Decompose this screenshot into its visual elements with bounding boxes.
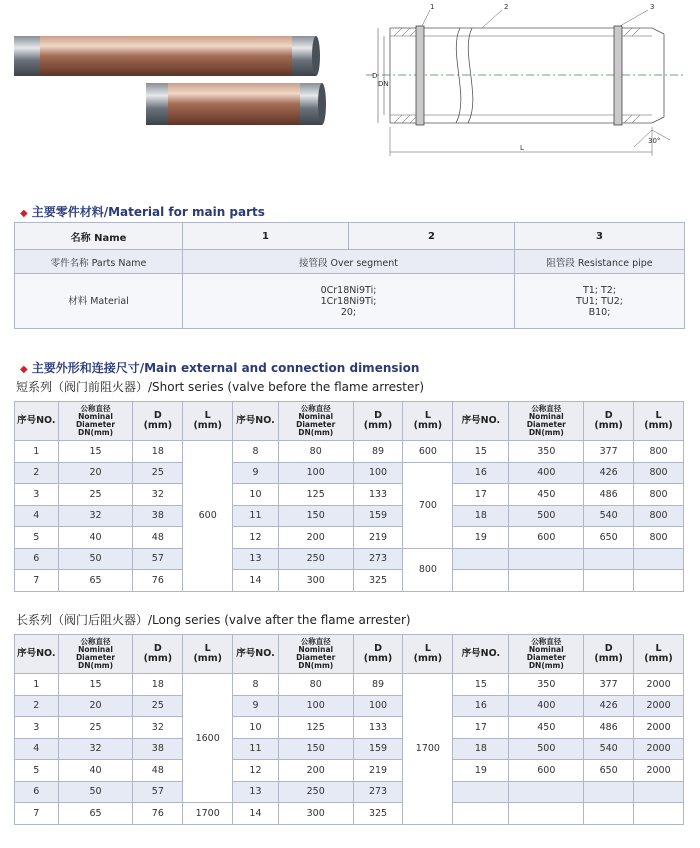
header-line: DN(mm) [78,428,114,437]
cell-d: 540 [584,505,634,527]
cell-no: 13 [233,548,279,570]
callout-3: 3 [650,3,655,11]
cell-empty [453,803,509,825]
cell-d: 38 [133,505,183,527]
cell-dn: 250 [278,548,353,570]
cell-d: 32 [133,717,183,739]
cell-dn: 15 [58,441,133,463]
materials-header-2: 2 [349,223,515,250]
header-line: (mm) [644,653,673,664]
header-line: 公称直径 [531,404,562,413]
dim-dn-label: DN [378,80,389,88]
cell-l: 2000 [634,738,684,760]
over-segment-cell: 接管段 Over segment [183,250,515,274]
cell-no: 14 [233,570,279,592]
header-line: L [424,643,431,654]
cell-no: 2 [15,462,59,484]
cell-dn: 200 [278,760,353,782]
cell-dn: 500 [509,738,584,760]
header-line: Diameter [526,420,566,429]
header-l [183,402,233,441]
dimensions-title: 主要外形和连接尺寸/Main external and connection dimension [31,361,420,375]
cell-dn: 350 [509,674,584,696]
cell-dn: 40 [58,527,133,549]
header-line: Diameter [296,420,336,429]
cell-dn: 40 [58,760,133,782]
cell-d: 32 [133,484,183,506]
cell-no: 5 [15,527,59,549]
cell-no: 4 [15,738,59,760]
cell-no: 7 [15,803,59,825]
cell-d: 159 [353,738,403,760]
header-d [133,402,183,441]
cell-d: 25 [133,462,183,484]
cell-d: 486 [584,484,634,506]
material-label: 材料 Material [15,274,183,329]
header-line: Diameter [296,653,336,662]
cell-empty [509,803,584,825]
cell-dn: 20 [58,462,133,484]
header-line: L [655,643,662,654]
cell-d: 486 [584,717,634,739]
cell-d: 219 [353,760,403,782]
header-line: L [424,410,431,421]
cell-dn: 65 [58,803,133,825]
table-row [15,781,684,803]
cell-empty [584,803,634,825]
header-line: (mm) [193,420,222,431]
material-line: TU1; TU2; [575,295,624,307]
cell-no: 9 [233,695,279,717]
cell-no: 13 [233,781,279,803]
material-line: 1Cr18Ni9Ti; [320,295,377,307]
header-line: 公称直径 [300,404,331,413]
header-line: D [374,410,382,421]
header-nom [58,402,133,441]
cell-d: 18 [133,674,183,696]
cell-d: 48 [133,527,183,549]
cell-dn: 300 [278,803,353,825]
header-line: 公称直径 [531,637,562,646]
header-no [233,635,279,674]
header-nom [58,635,133,674]
cell-no: 18 [453,505,509,527]
cell-no: 4 [15,505,59,527]
cell-dn: 150 [278,505,353,527]
cell-dn: 80 [278,441,353,463]
header-nom [278,402,353,441]
angle-label: 30° [648,137,661,145]
materials-header-1: 1 [183,223,349,250]
header-line: (mm) [594,420,623,431]
cell-d: 159 [353,505,403,527]
header-line: (mm) [644,420,673,431]
cell-l: 800 [634,527,684,549]
cell-no: 8 [233,441,279,463]
header-row [15,635,684,674]
cell-d: 57 [133,548,183,570]
cell-dn: 400 [509,462,584,484]
cell-no: 2 [15,695,59,717]
header-line: 公称直径 [80,637,111,646]
header-line: 序号NO. [236,415,275,426]
header-no [233,402,279,441]
short-series-title: 短系列（阀门前阻火器）/Short series (valve before the flame arrester) [16,380,425,394]
cell-dn: 125 [278,717,353,739]
table-row [15,738,684,760]
materials-material-row [15,274,685,329]
header-no [15,402,59,441]
cell-d: 18 [133,441,183,463]
header-line: L [204,643,211,654]
cell-empty [634,570,684,592]
header-line: (mm) [413,420,443,431]
cell-d: 38 [133,738,183,760]
cell-no: 7 [15,570,59,592]
cell-no: 6 [15,548,59,570]
materials-header-name: 名称 Name [15,223,183,250]
header-line: Nominal [78,412,113,421]
cell-dn: 25 [58,717,133,739]
header-line: L [204,410,211,421]
cell-l: 2000 [634,717,684,739]
cell-dn: 32 [58,505,133,527]
cell-d: 219 [353,527,403,549]
header-line: (mm) [143,653,173,664]
materials-header-3: 3 [515,223,685,250]
parts-name-label: 零件名称 Parts Name [15,250,183,274]
cell-no: 11 [233,738,279,760]
header-line: D [604,410,613,421]
cell-d: 273 [353,548,403,570]
cell-d: 273 [353,781,403,803]
short-pipe-thread-left [146,83,168,125]
cell-no: 3 [15,717,59,739]
cell-no: 17 [453,484,509,506]
table-row [15,548,684,570]
header-line: D [153,410,162,421]
header-line: Diameter [526,653,566,662]
header-d [133,635,183,674]
header-line: 公称直径 [300,637,331,646]
cell-no: 12 [233,760,279,782]
header-nom [278,635,353,674]
cell-no: 19 [453,527,509,549]
cell-dn: 50 [58,781,133,803]
cell-dn: 250 [278,781,353,803]
header-line: Diameter [75,653,116,662]
material-line: T1; T2; [582,284,617,296]
cell-dn: 450 [509,717,584,739]
cell-no: 12 [233,527,279,549]
cell-d: 540 [584,738,634,760]
header-d [353,635,403,674]
cell-dn: 32 [58,738,133,760]
cell-dn: 500 [509,505,584,527]
materials-table [14,222,685,329]
cell-l-merged: 600 [183,441,233,592]
header-no [453,635,509,674]
callout-2: 2 [504,3,509,11]
cell-no: 18 [453,738,509,760]
materials-parts-row [15,250,685,274]
cell-no: 17 [453,717,509,739]
cell-no: 11 [233,505,279,527]
cell-dn: 350 [509,441,584,463]
header-d [353,402,403,441]
cell-dn: 20 [58,695,133,717]
cell-no: 9 [233,462,279,484]
header-nom [509,635,584,674]
resistance-pipe-cell: 阻管段 Resistance pipe [515,250,685,274]
cell-dn: 400 [509,695,584,717]
cell-d: 100 [353,462,403,484]
cell-dn: 125 [278,484,353,506]
header-l [183,635,233,674]
dim-d-label: D [372,72,378,80]
header-l [403,635,453,674]
header-line: 序号NO. [461,648,501,659]
cell-d: 48 [133,760,183,782]
cell-dn: 15 [58,674,133,696]
cell-d: 89 [353,441,403,463]
cell-d: 650 [584,527,634,549]
cell-empty [509,781,584,803]
section-drawing [352,2,692,167]
header-d [584,402,634,441]
cell-dn: 100 [278,462,353,484]
header-line: Nominal [528,645,564,654]
material-line: 0Cr18Ni9Ti; [320,284,377,296]
cell-dn: 600 [509,527,584,549]
table-row [15,484,684,506]
diamond-bullet-icon: ◆ [20,208,28,219]
table-row [15,695,684,717]
cell-no: 8 [233,674,279,696]
diamond-bullet-icon: ◆ [20,364,28,375]
header-line: (mm) [143,420,173,431]
figure-area [0,0,700,180]
header-l [403,402,453,441]
cell-no: 1 [15,441,59,463]
cell-d: 57 [133,781,183,803]
cell-l-merged: 1600 [183,674,233,803]
cell-d: 25 [133,695,183,717]
cell-l: 800 [634,484,684,506]
cell-d: 426 [584,695,634,717]
resistance-pipe-materials [515,274,685,329]
header-line: (mm) [413,653,443,664]
cell-empty [584,548,634,570]
table-row [15,717,684,739]
header-line: (mm) [193,653,222,664]
callout-1: 1 [430,3,435,11]
long-series-table [14,634,684,825]
header-line: 序号NO. [236,648,275,659]
cell-l: 800 [634,505,684,527]
cell-l: 800 [634,462,684,484]
table-row [15,570,684,592]
cell-empty [453,548,509,570]
cell-d: 426 [584,462,634,484]
cell-empty [634,781,684,803]
cell-empty [634,803,684,825]
cell-no: 10 [233,717,279,739]
cell-dn: 300 [278,570,353,592]
header-no [15,635,59,674]
header-no [453,402,509,441]
cell-d: 76 [133,570,183,592]
dimensions-heading [20,359,419,376]
header-line: DN(mm) [298,661,334,670]
cell-l-merged: 700 [403,462,453,548]
cell-no: 1 [15,674,59,696]
table-row [15,760,684,782]
material-line: B10; [588,306,611,318]
table-row [15,674,684,696]
cell-no: 15 [453,441,509,463]
header-line: DN(mm) [528,661,564,670]
header-l [634,635,684,674]
cell-no: 16 [453,462,509,484]
cell-d: 325 [353,570,403,592]
cell-d: 650 [584,760,634,782]
header-line: D [153,643,162,654]
cell-d: 89 [353,674,403,696]
header-line: DN(mm) [298,428,334,437]
cell-l: 2000 [634,760,684,782]
cell-l: 2000 [634,695,684,717]
header-line: DN(mm) [78,661,114,670]
cell-empty [453,781,509,803]
cell-d: 76 [133,803,183,825]
cell-d: 377 [584,674,634,696]
cell-dn: 25 [58,484,133,506]
header-line: Diameter [75,420,116,429]
cell-l: 1700 [183,803,233,825]
cell-empty [509,548,584,570]
cell-empty [584,781,634,803]
cell-no: 19 [453,760,509,782]
cell-l-merged: 800 [403,548,453,591]
header-d [584,635,634,674]
header-line: 序号NO. [17,415,56,426]
cell-no: 16 [453,695,509,717]
header-line: Nominal [78,645,113,654]
cell-d: 100 [353,695,403,717]
header-row [15,402,684,441]
pipe-photo [8,28,328,138]
cell-dn: 200 [278,527,353,549]
cell-l: 800 [634,441,684,463]
header-line: 序号NO. [461,415,501,426]
cell-no: 6 [15,781,59,803]
cell-dn: 150 [278,738,353,760]
header-line: DN(mm) [528,428,564,437]
cell-dn: 80 [278,674,353,696]
cell-empty [634,548,684,570]
long-pipe-thread-left [14,36,40,76]
header-line: (mm) [363,420,393,431]
header-line: 公称直径 [80,404,111,413]
cell-d: 325 [353,803,403,825]
cell-empty [509,570,584,592]
header-line: (mm) [594,653,623,664]
cell-no: 14 [233,803,279,825]
cell-l: 2000 [634,674,684,696]
materials-title: 主要零件材料/Material for main parts [31,205,265,219]
header-line: Nominal [298,412,334,421]
cell-empty [584,570,634,592]
cell-no: 3 [15,484,59,506]
header-line: Nominal [298,645,334,654]
cell-l: 600 [403,441,453,463]
cell-no: 10 [233,484,279,506]
table-row [15,505,684,527]
header-line: (mm) [363,653,393,664]
cell-dn: 50 [58,548,133,570]
materials-header-row [15,223,685,250]
header-line: L [655,410,662,421]
table-row [15,803,684,825]
cell-d: 133 [353,717,403,739]
materials-heading [20,203,265,220]
header-l [634,402,684,441]
cell-l-merged: 1700 [403,674,453,825]
cell-dn: 100 [278,695,353,717]
dim-l-label: L [520,144,524,152]
header-line: Nominal [528,412,564,421]
header-nom [509,402,584,441]
cell-dn: 600 [509,760,584,782]
short-pipe-body [146,83,322,125]
table-row [15,462,684,484]
short-series-table [14,401,684,592]
cell-empty [453,570,509,592]
material-line: 20; [340,306,357,318]
long-pipe-body [14,36,316,76]
header-line: 序号NO. [17,648,56,659]
over-segment-materials [183,274,515,329]
cell-dn: 450 [509,484,584,506]
header-line: D [604,643,613,654]
cell-d: 377 [584,441,634,463]
table-row [15,527,684,549]
header-line: D [374,643,382,654]
cell-dn: 65 [58,570,133,592]
cell-no: 15 [453,674,509,696]
cell-no: 5 [15,760,59,782]
long-series-title: 长系列（阀门后阻火器）/Long series (valve after the flame arrester) [16,613,411,627]
table-row [15,441,684,463]
cell-d: 133 [353,484,403,506]
